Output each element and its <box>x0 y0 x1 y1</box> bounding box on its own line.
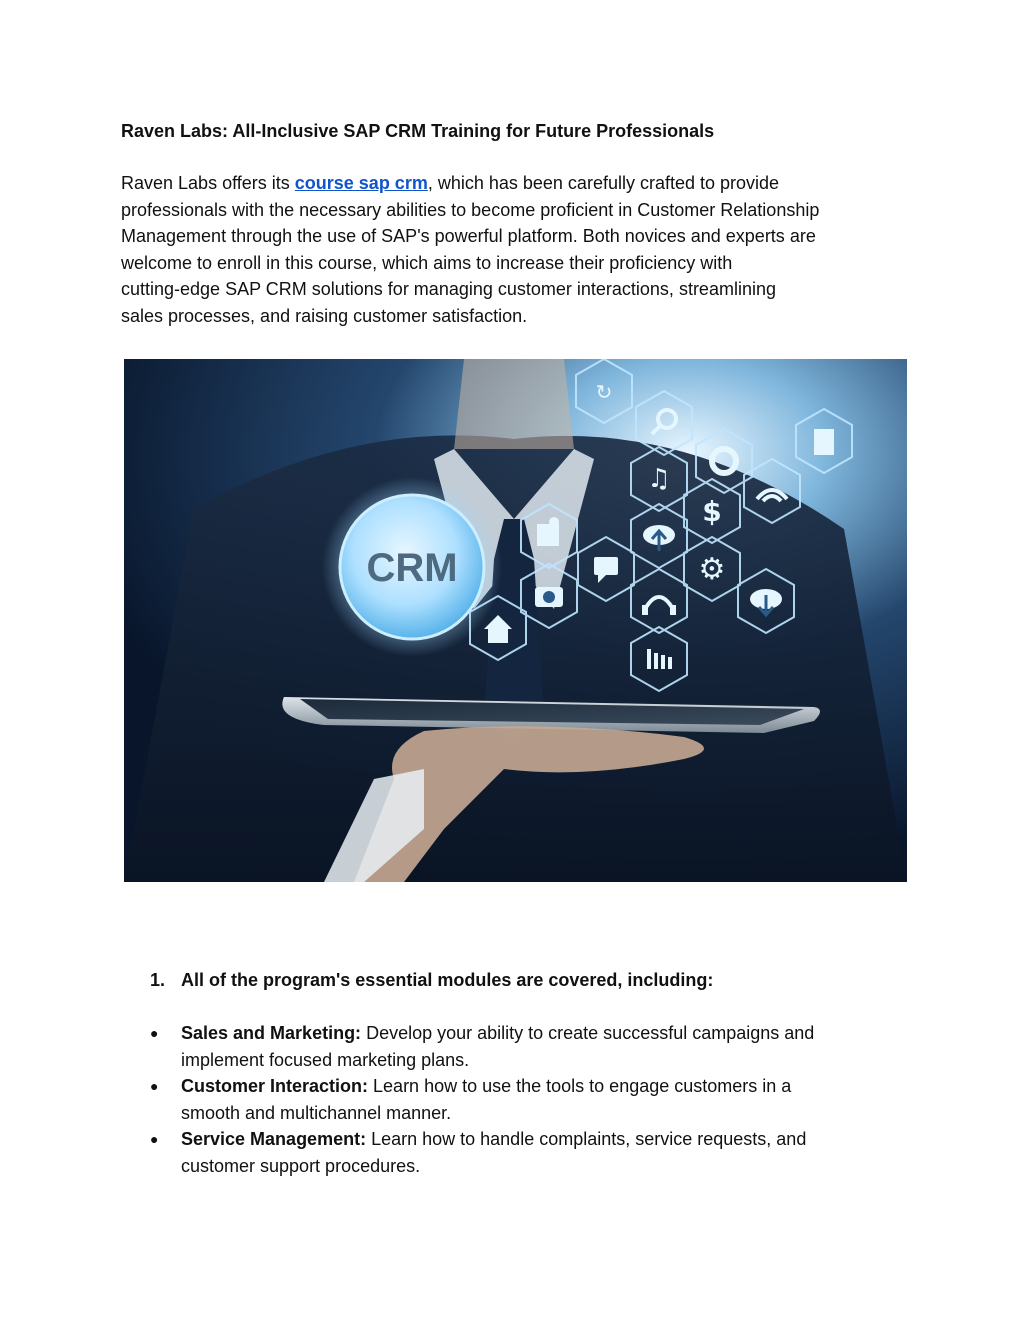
intro-line-4: welcome to enroll in this course, which aims to increase their proficiency with <box>121 252 733 273</box>
intro-line-6: sales processes, and raising customer satisfaction. <box>121 305 528 326</box>
modules-heading-text: All of the program's essential modules are covered, including: <box>181 970 714 990</box>
module-description: Develop your ability to create successful campaigns and <box>361 1023 815 1043</box>
dollar-icon: $ <box>702 495 722 528</box>
intro-text-after-link: , which has been carefully crafted to provide <box>427 173 780 193</box>
intro-line-5: cutting-edge SAP CRM solutions for managing customer interactions, streamlining <box>121 279 776 299</box>
bullet-icon: ● <box>150 1025 159 1041</box>
crm-hero-image <box>124 359 907 882</box>
crm-label: CRM <box>366 546 458 590</box>
list-item-line-2: smooth and multichannel manner. <box>181 1102 452 1123</box>
camera-icon <box>535 587 563 607</box>
list-item <box>150 1020 910 1073</box>
refresh-icon: ↻ <box>595 380 613 404</box>
gear-icon: ⚙ <box>698 552 726 587</box>
intro-paragraph <box>121 170 921 329</box>
module-description: Learn how to use the tools to engage customers in a <box>368 1076 792 1096</box>
course-sap-crm-link[interactable]: course sap crm <box>294 173 428 193</box>
list-item-line-1 <box>181 1020 910 1047</box>
modules-heading-number: 1. <box>150 970 166 990</box>
intro-line-3: Management through the use of SAP's powerful platform. Both novices and experts are <box>121 226 816 246</box>
document-icon <box>814 429 834 455</box>
module-term: Service Management: <box>181 1129 367 1149</box>
page-title: Raven Labs: All-Inclusive SAP CRM Training for Future Professionals <box>121 121 715 141</box>
list-item-line-2: implement focused marketing plans. <box>181 1049 470 1070</box>
list-item-line-1 <box>181 1126 910 1153</box>
modules-heading <box>150 969 713 991</box>
list-item-line-1 <box>181 1073 910 1100</box>
module-term: Sales and Marketing: <box>181 1023 362 1043</box>
module-term: Customer Interaction: <box>181 1076 369 1096</box>
crm-illustration <box>124 359 907 882</box>
modules-list <box>150 1020 910 1179</box>
list-item <box>150 1073 910 1126</box>
bullet-icon: ● <box>150 1078 159 1094</box>
module-description: Learn how to handle complaints, service requests, and <box>366 1129 807 1149</box>
list-item-line-2: customer support procedures. <box>181 1155 421 1176</box>
music-icon: ♫ <box>647 464 671 494</box>
list-item <box>150 1126 910 1179</box>
intro-line-2: professionals with the necessary abilities to become proficient in Customer Relationship <box>121 199 820 220</box>
intro-text-before-link: Raven Labs offers its <box>121 173 295 193</box>
bullet-icon: ● <box>150 1131 159 1147</box>
intro-line-1 <box>121 170 921 197</box>
